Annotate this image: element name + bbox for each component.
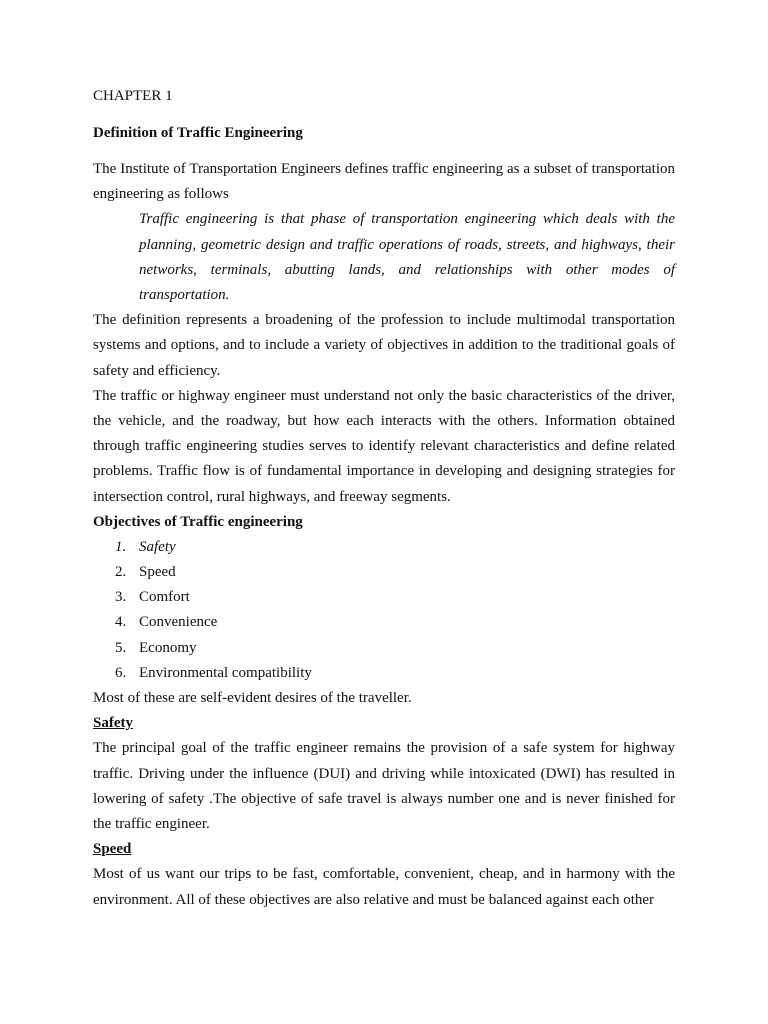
document-page bbox=[93, 84, 675, 913]
objectives-list bbox=[93, 535, 675, 686]
list-item bbox=[93, 585, 675, 610]
list-item-number: 4. bbox=[115, 614, 127, 631]
definition-heading: Definition of Traffic Engineering bbox=[93, 125, 303, 141]
objectives-heading: Objectives of Traffic engineering bbox=[93, 513, 303, 530]
list-item-label: Economy bbox=[139, 639, 197, 656]
list-item-number: 6. bbox=[115, 664, 127, 681]
list-item bbox=[93, 636, 675, 661]
objectives-note: Most of these are self-evident desires of the traveller. bbox=[93, 690, 412, 707]
safety-heading: Safety bbox=[93, 715, 133, 732]
list-item-number: 1. bbox=[115, 538, 127, 555]
definition-quote: Traffic engineering is that phase of transportation engineering which deals with the planning, geometric design and traffic operations of roads, streets, and highways, their networks, terminals, abutting lands, and relationships with other modes of transportation. bbox=[139, 211, 675, 304]
list-item bbox=[93, 661, 675, 686]
list-item-number: 5. bbox=[115, 639, 127, 656]
safety-paragraph: The principal goal of the traffic engineer remains the provision of a safe system for highway traffic. Driving under the influence (DUI) and driving while intoxicated (DWI) has resulted in lowering of safety .The objective of safe travel is always number one and is never finished for the traffic engineer. bbox=[93, 740, 675, 833]
list-item-label: Comfort bbox=[139, 589, 190, 606]
intro-paragraph: The Institute of Transportation Engineers defines traffic engineering as a subset of transportation engineering as follows bbox=[93, 161, 675, 203]
list-item-label: Safety bbox=[139, 538, 176, 555]
list-item bbox=[93, 560, 675, 585]
list-item-label: Speed bbox=[139, 564, 176, 581]
list-item-number: 3. bbox=[115, 589, 127, 606]
chapter-title: CHAPTER 1 bbox=[93, 88, 173, 104]
engineer-paragraph: The traffic or highway engineer must understand not only the basic characteristics of the driver, the vehicle, and the roadway, but how each interacts with the others. Information obtained through traffic engineering studies serves to identify relevant characteristics and define related problems. Traffic flow is of fundamental importance in developing and designing strategies for intersection control, rural highways, and freeway segments. bbox=[93, 387, 675, 505]
list-item-label: Convenience bbox=[139, 614, 218, 631]
list-item bbox=[93, 535, 675, 560]
speed-paragraph: Most of us want our trips to be fast, comfortable, convenient, cheap, and in harmony with the environment. All of these objectives are also relative and must be balanced against each other bbox=[93, 866, 675, 908]
speed-heading: Speed bbox=[93, 841, 132, 858]
list-item-number: 2. bbox=[115, 564, 127, 581]
list-item bbox=[93, 610, 675, 635]
list-item-label: Environmental compatibility bbox=[139, 664, 312, 681]
broadening-paragraph: The definition represents a broadening of the profession to include multimodal transportation systems and options, and to include a variety of objectives in addition to the traditional goals of safety and efficiency. bbox=[93, 312, 675, 379]
